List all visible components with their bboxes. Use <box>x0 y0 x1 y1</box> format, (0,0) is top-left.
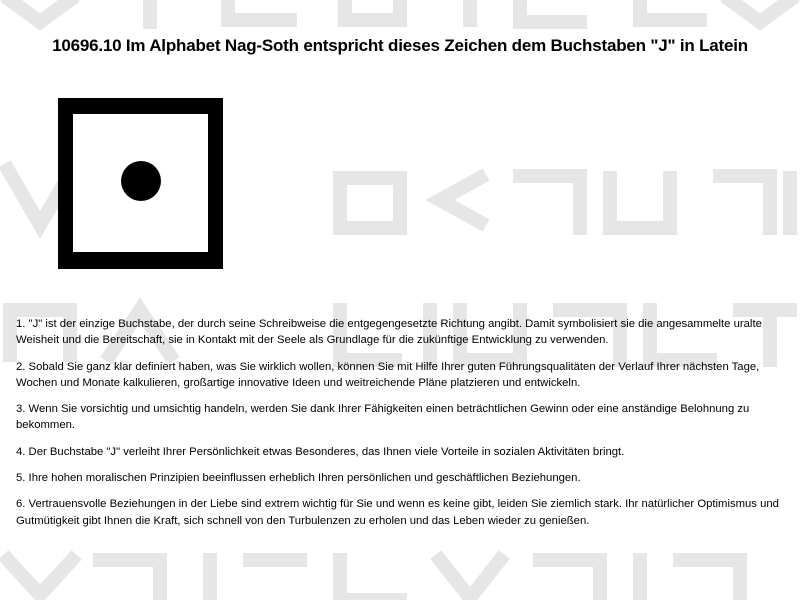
meaning-item: 4. Der Buchstabe "J" verleiht Ihrer Persönlichkeit etwas Besonderes, das Ihnen viele Vorteile in sozialen Aktivitäten bringt. <box>16 445 625 458</box>
meaning-item: 2. Sobald Sie ganz klar definiert haben, was Sie wirklich wollen, können Sie mit Hilfe Ihrer guten Führungsqualitäten der Verlauf Ihrer nächsten Tage, Wochen und Monate kalkulieren, großartige innovative Ideen und weitreichende Pläne platzieren und entwickeln. <box>16 360 760 389</box>
meaning-item: 6. Vertrauensvolle Beziehungen in der Liebe sind extrem wichtig für Sie und wenn es keine gibt, leiden Sie ziemlich stark. Ihr natürlicher Optimismus und Gutmütigkeit gibt Ihnen die Kraft, sich schnell von den Turbulenzen zu erholen und das Leben wieder zu genießen. <box>16 498 779 527</box>
meaning-item: 5. Ihre hohen moralischen Prinzipien beeinflussen erheblich Ihren persönlichen und geschäftlichen Beziehungen. <box>16 472 581 485</box>
meaning-list <box>16 316 786 539</box>
meaning-item: 1. "J" ist der einzige Buchstabe, der durch seine Schreibweise die entgegengesetzte Richtung angibt. Damit symbolisiert sie die angesammelte uralte Weisheit und die Bereitschaft, sie in Kontakt mit der Seele als Grundlage für die zukünftige Entwicklung zu verwenden. <box>16 318 762 347</box>
meaning-item: 3. Wenn Sie vorsichtig und umsichtig handeln, werden Sie dank Ihrer Fähigkeiten einen beträchtlichen Gewinn oder eine anständige Belohnung zu bekommen. <box>16 403 750 432</box>
nag-soth-letter-j-glyph-icon <box>58 98 223 269</box>
glyph-dot <box>121 161 161 201</box>
page-title: 10696.10 Im Alphabet Nag-Soth entspricht dieses Zeichen dem Buchstaben "J" in Latein <box>52 36 748 55</box>
